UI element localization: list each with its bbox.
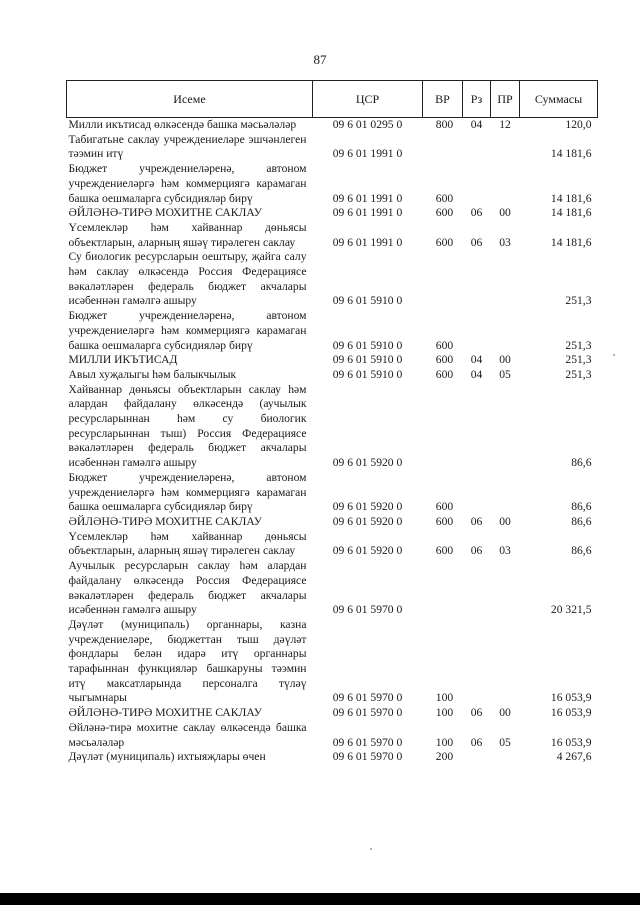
cell-csr: 09 6 01 5910 0 (332, 338, 403, 352)
cell-rz (463, 133, 491, 162)
cell-pr: 03 (499, 544, 511, 558)
cell-rz: 06 (470, 514, 483, 528)
table-row (67, 162, 598, 206)
cell-rz: 06 (470, 735, 483, 749)
cell-vr (423, 559, 463, 618)
cell-vr: 600 (435, 514, 454, 528)
cell-vr: 600 (435, 206, 454, 220)
cell-sum: 14 181,6 (550, 206, 592, 220)
table-row (67, 133, 598, 162)
table-header (67, 81, 598, 118)
table-row (67, 250, 598, 309)
cell-sum: 251,3 (565, 353, 592, 367)
cell-name: ӘЙЛӘНӘ-ТИРӘ МОХИТНЕ САКЛАУ (68, 514, 262, 528)
page-number: 87 (313, 52, 327, 67)
table-row (67, 353, 598, 368)
cell-rz: 04 (470, 367, 483, 381)
cell-csr: 09 6 01 5920 0 (332, 456, 403, 470)
cell-csr: 09 6 01 5970 0 (332, 691, 403, 705)
cell-vr (423, 250, 463, 309)
table-row (67, 706, 598, 721)
cell-csr: 09 6 01 1991 0 (332, 147, 403, 161)
cell-name: Бюджет учреждениеләренә, автоном учреждениеләргә һәм коммерциягә карамаган башка оешмаларга субсидияләр бирү (68, 470, 307, 514)
column-header-name: Исеме (67, 81, 313, 118)
cell-csr: 09 6 01 5910 0 (332, 294, 403, 308)
table-row (67, 383, 598, 471)
cell-rz: 04 (470, 118, 483, 131)
table-row (67, 309, 598, 353)
budget-table (66, 80, 598, 765)
cell-vr: 100 (435, 706, 454, 720)
cell-rz (463, 559, 491, 618)
cell-csr: 09 6 01 5970 0 (332, 706, 403, 720)
cell-name: Дәүләт (муниципаль) ихтыяҗлары өчен (68, 750, 266, 764)
cell-sum: 86,6 (571, 514, 592, 528)
column-header-csr: ЦСР (313, 81, 423, 118)
table-row (67, 368, 598, 383)
cell-rz (463, 162, 491, 206)
cell-pr (491, 618, 520, 706)
cell-csr: 09 6 01 5970 0 (332, 750, 403, 764)
cell-name: Авыл хуҗалыгы һәм балыкчылык (68, 367, 237, 381)
cell-rz (463, 471, 491, 515)
cell-pr (491, 250, 520, 309)
cell-name: ӘЙЛӘНӘ-ТИРӘ МОХИТНЕ САКЛАУ (68, 706, 262, 720)
cell-rz (463, 250, 491, 309)
cell-rz: 06 (470, 206, 483, 220)
cell-name: Әйләнә-тирә мохитне саклау өлкәсендә башка мәсьәләләр (68, 720, 307, 749)
cell-sum: 14 181,6 (550, 147, 592, 161)
cell-name: Бюджет учреждениеләренә, автоном учреждениеләргә һәм коммерциягә карамаган башка оешмаларга субсидияләр бирү (68, 162, 307, 205)
cell-name: Үсемлекләр һәм хайваннар дөньясы объектларын, аларның яшәү тирәлеген саклау (68, 529, 307, 558)
column-header-sum: Суммасы (520, 81, 598, 118)
cell-rz (463, 309, 491, 353)
cell-pr: 00 (499, 206, 511, 220)
cell-pr: 00 (499, 353, 511, 367)
cell-pr: 00 (499, 706, 511, 720)
cell-vr: 100 (435, 735, 454, 749)
cell-vr: 600 (435, 367, 454, 381)
cell-pr: 05 (499, 735, 511, 749)
cell-sum: 16 053,9 (550, 735, 592, 749)
cell-name: Су биологик ресурсларын оештыру, җайга салу һәм саклау өлкәсендә Россия Федерациясе вәкаләтләрен федераль бюджет акчалары исәбеннән гамәлгә ашыру (68, 250, 307, 308)
cell-vr (423, 383, 463, 471)
cell-name: Милли икътисад өлкәсендә башка мәсьәләләр (68, 118, 297, 131)
cell-name: Аучылык ресурсларын саклау һәм алардан файдалану өлкәсендә Россия Федерациясе вәкаләтләрен федераль бюджет акчалары исәбеннән гамәлгә ашыру (68, 559, 307, 617)
cell-vr: 800 (435, 118, 454, 131)
cell-pr (491, 133, 520, 162)
cell-vr: 600 (435, 338, 454, 352)
cell-name: Хайваннар дөньясы объектларын саклау һәм алардан файдалану өлкәсендә (аучылык ресурсларыннан һәм су биологик ресурсларыннан тыш) Россия Федерациясе вәкаләтләрен федераль бюджет акчалары исәбеннән гамәлгә ашыру (68, 382, 307, 470)
cell-vr: 600 (435, 191, 454, 205)
table-body (67, 118, 598, 765)
cell-sum: 251,3 (565, 294, 592, 308)
table-row (67, 206, 598, 221)
cell-csr: 09 6 01 5920 0 (332, 544, 403, 558)
cell-pr: 12 (499, 118, 511, 131)
cell-rz: 06 (470, 706, 483, 720)
cell-rz: 06 (470, 235, 483, 249)
cell-name: Табигатьне саклау учреждениеләре эшчәнлеген тәэмин итү (68, 132, 307, 161)
table-row (67, 559, 598, 618)
cell-pr (491, 471, 520, 515)
cell-csr: 09 6 01 1991 0 (332, 191, 403, 205)
scan-speck (613, 354, 615, 356)
cell-vr: 600 (435, 353, 454, 367)
cell-rz (463, 383, 491, 471)
cell-csr: 09 6 01 5910 0 (332, 353, 403, 367)
cell-pr: 03 (499, 235, 511, 249)
cell-vr: 200 (435, 750, 454, 764)
cell-pr (491, 750, 520, 765)
table-row (67, 530, 598, 559)
table-row (67, 750, 598, 765)
cell-vr (423, 133, 463, 162)
cell-pr (491, 559, 520, 618)
cell-csr: 09 6 01 5920 0 (332, 500, 403, 514)
cell-sum: 86,6 (571, 456, 592, 470)
cell-vr: 100 (435, 691, 454, 705)
cell-sum: 16 053,9 (550, 691, 592, 705)
cell-sum: 20 321,5 (550, 603, 592, 617)
cell-name: ӘЙЛӘНӘ-ТИРӘ МОХИТНЕ САКЛАУ (68, 206, 262, 220)
table-row (67, 515, 598, 530)
table-row (67, 118, 598, 133)
table-row (67, 721, 598, 750)
cell-rz (463, 750, 491, 765)
cell-sum: 14 181,6 (550, 235, 592, 249)
cell-name: МИЛЛИ ИКЪТИСАД (68, 353, 178, 367)
cell-sum: 251,3 (565, 338, 592, 352)
column-header-vr: ВР (423, 81, 463, 118)
table-row (67, 618, 598, 706)
cell-csr: 09 6 01 5910 0 (332, 367, 403, 381)
cell-name: Бюджет учреждениеләренә, автоном учреждениеләргә һәм коммерциягә карамаган башка оешмаларга субсидияләр бирү (68, 309, 307, 352)
cell-sum: 14 181,6 (550, 191, 592, 205)
cell-sum: 16 053,9 (550, 706, 592, 720)
cell-rz: 06 (470, 544, 483, 558)
cell-rz: 04 (470, 353, 483, 367)
cell-sum: 86,6 (571, 544, 592, 558)
cell-vr: 600 (435, 500, 454, 514)
cell-vr: 600 (435, 235, 454, 249)
column-header-rz: Рз (463, 81, 491, 118)
scan-speck (370, 848, 372, 850)
table-row (67, 471, 598, 515)
cell-csr: 09 6 01 1991 0 (332, 206, 403, 220)
cell-sum: 4 267,6 (556, 750, 592, 764)
cell-pr (491, 383, 520, 471)
cell-csr: 09 6 01 1991 0 (332, 235, 403, 249)
cell-name: Үсемлекләр һәм хайваннар дөньясы объектларын, аларның яшәү тирәлеген саклау (68, 220, 307, 249)
scan-edge-bar (0, 893, 640, 905)
cell-csr: 09 6 01 5920 0 (332, 514, 403, 528)
cell-pr: 00 (499, 514, 511, 528)
cell-sum: 86,6 (571, 500, 592, 514)
cell-csr: 09 6 01 5970 0 (332, 735, 403, 749)
cell-pr: 05 (499, 367, 511, 381)
cell-name: Дәүләт (муниципаль) органнары, казна учреждениеләре, бюджеттан тыш дәүләт фондлары белән идарә итү органнары тарафыннан функцияләр башкаруны тәэмин итү максатларында персоналга түләү чыгымнары (68, 617, 307, 705)
cell-rz (463, 618, 491, 706)
cell-sum: 120,0 (565, 118, 592, 131)
cell-csr: 09 6 01 5970 0 (332, 603, 403, 617)
column-header-pr: ПР (491, 81, 520, 118)
cell-vr: 600 (435, 544, 454, 558)
cell-pr (491, 309, 520, 353)
table-row (67, 221, 598, 250)
cell-pr (491, 162, 520, 206)
cell-sum: 251,3 (565, 367, 592, 381)
cell-csr: 09 6 01 0295 0 (332, 118, 403, 131)
